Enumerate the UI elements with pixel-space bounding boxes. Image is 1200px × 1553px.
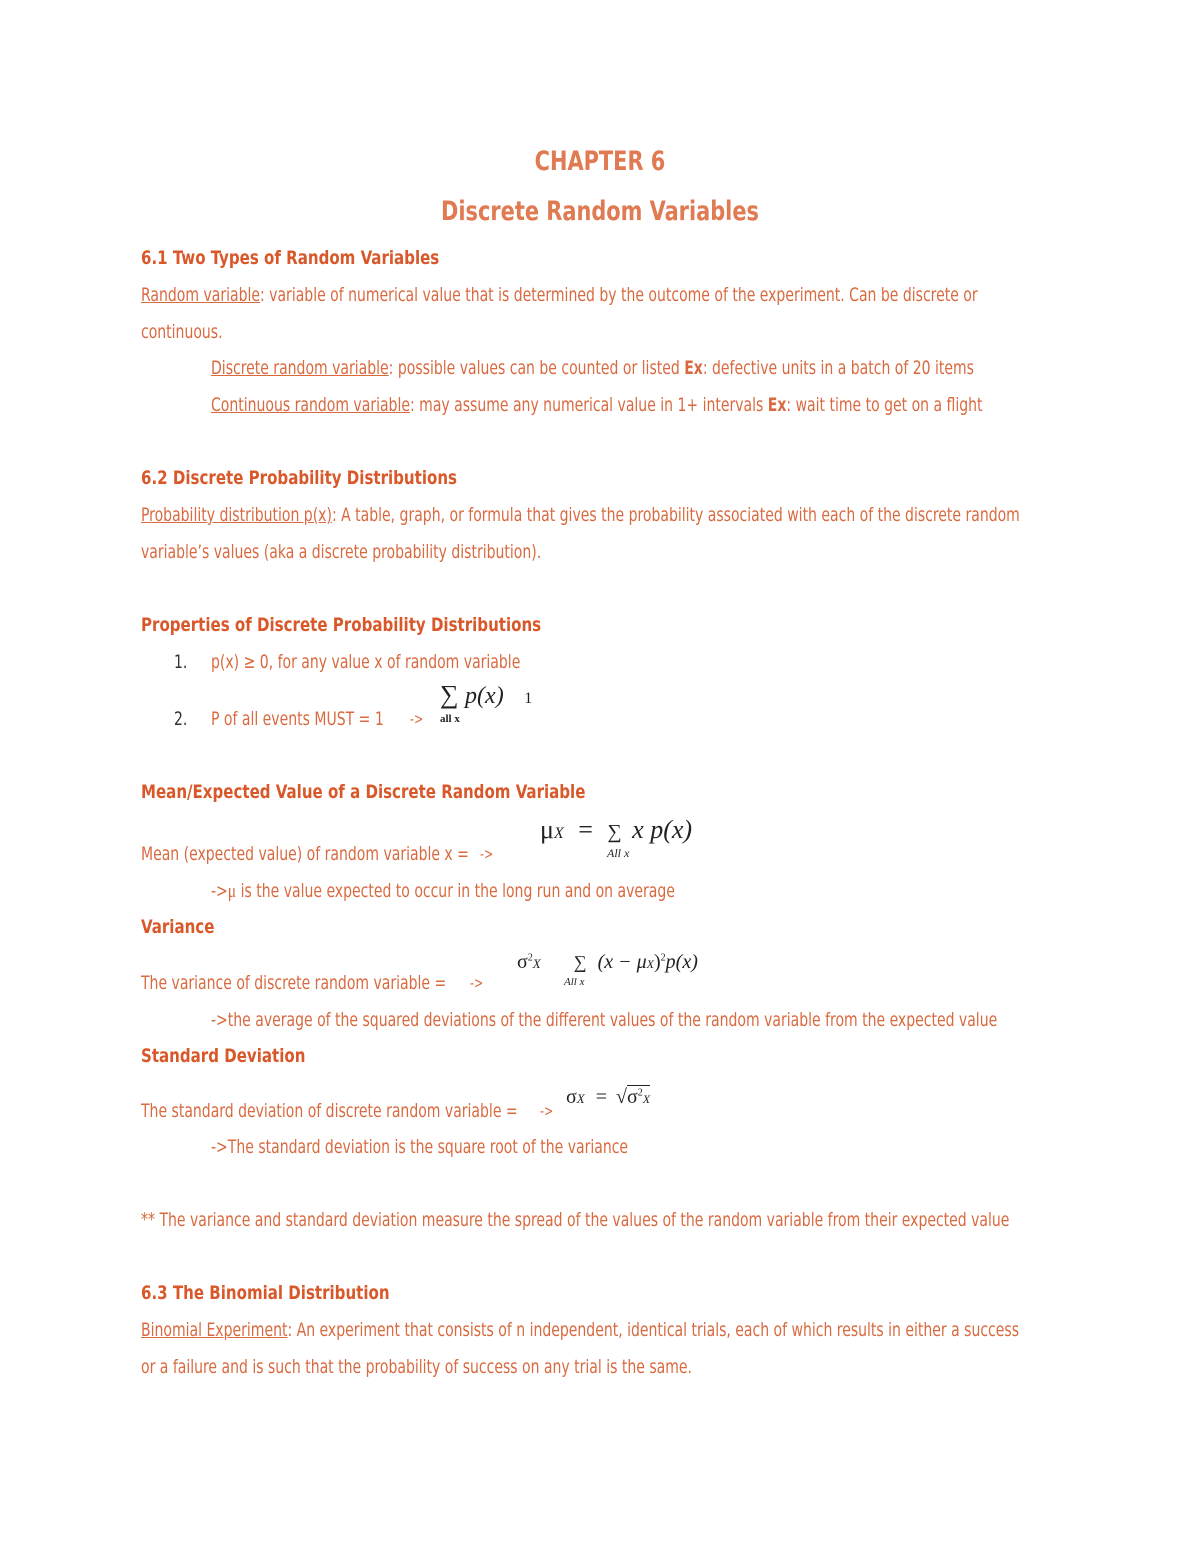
sum-equation [440,680,532,710]
properties-heading: Properties of Discrete Probability Distributions [141,614,542,636]
mean-heading: Mean/Expected Value of a Discrete Random Variable [141,781,586,803]
chapter-title: CHAPTER 6 [534,146,666,177]
list-number-1: 1. [174,651,188,673]
term-continuous-rv: Continuous random variable [211,394,410,416]
section-6-2-heading: 6.2 Discrete Probability Distributions [141,467,458,489]
continuous-rv-def-text: : may assume any numerical value in 1+ intervals [409,394,768,416]
variance-note: ->the average of the squared deviations of the different values of the random variable from the expected value [211,1009,998,1031]
mean-note [211,880,675,903]
probability-distribution-definition [141,504,1020,526]
mean-body: x p(x) [632,815,693,844]
continuous-example: : wait time to get on a flight [786,394,983,416]
list-number-2: 2. [174,708,188,730]
mean-text: Mean (expected value) of random variable x = [141,843,469,865]
term-binomial-experiment: Binomial Experiment [141,1319,288,1341]
discrete-rv-def-text: : possible values can be counted or listed [388,357,685,379]
sigma-symbol: ∑ [440,680,459,709]
random-variable-definition [141,284,978,306]
term-random-variable: Random variable [141,284,261,306]
px-term: p(x) [665,951,698,973]
example-label: Ex [767,394,787,416]
sum-subscript: all x [440,713,460,725]
section-6-3-heading: 6.3 The Binomial Distribution [141,1282,390,1304]
binomial-definition [141,1319,1019,1341]
binomial-def-text: : An experiment that consists of n independent, identical trials, each of which results in either a success [287,1319,1020,1341]
sigma-symbol: σ [627,1086,638,1108]
discrete-rv-definition [211,357,974,379]
continuous-rv-definition [211,394,983,416]
superscript: 2 [527,952,533,964]
variance-sum-subscript: All x [564,976,585,988]
mu-symbol: μ [227,881,237,902]
chapter-subtitle: Discrete Random Variables [441,196,759,227]
random-variable-definition-cont: continuous. [141,321,223,343]
sum-symbol: ∑ [573,952,587,972]
paren: ) [654,951,661,973]
subscript: X [532,956,541,971]
property-2: P of all events MUST = 1 [211,708,384,730]
arrow: -> [211,880,228,902]
discrete-example: : defective units in a batch of 20 items [702,357,974,379]
variance-heading: Variance [141,916,215,938]
mean-note-text: is the value expected to occur in the long run and on average [236,880,675,902]
sigma-symbol: σ [566,1086,577,1108]
arrow: -> [410,710,424,728]
equals-sign: = [595,1086,608,1108]
mean-sum-subscript: All x [607,846,630,860]
random-variable-def-text: : variable of numerical value that is determined by the outcome of the experiment. Can be discrete or [260,284,978,306]
stddev-note: ->The standard deviation is the square root of the variance [211,1136,629,1158]
example-label: Ex [684,357,703,379]
mu-symbol: μ [540,815,554,844]
superscript: 2 [660,952,666,964]
term-discrete-rv: Discrete random variable [211,357,389,379]
probability-distribution-definition-cont: variable’s values (aka a discrete probability distribution). [141,541,542,563]
arrow: -> [470,974,484,992]
probability-distribution-def-text: : A table, graph, or formula that gives the probability associated with each of the discrete random [331,504,1020,526]
mu-subscript: X [553,825,564,842]
mean-equation [540,815,692,845]
arrow: -> [540,1102,554,1120]
stddev-equation [566,1086,650,1109]
binomial-definition-cont: or a failure and is such that the probability of success on any trial is the same. [141,1356,692,1378]
variance-text: The variance of discrete random variable = [141,972,447,994]
property-1: p(x) ≥ 0, for any value x of random variable [211,651,521,673]
sigma-symbol: ∑ [607,821,622,843]
term-probability-distribution: Probability distribution p(x) [141,504,332,526]
section-6-1-heading: 6.1 Two Types of Random Variables [141,247,440,269]
superscript: 2 [637,1087,643,1099]
subscript: X [576,1091,585,1106]
footnote: ** The variance and standard deviation measure the spread of the values of the random variable from their expected value [141,1209,1010,1231]
variance-body: (x − μ [597,951,647,973]
px-term: p(x) [465,683,504,709]
sigma-symbol: σ [517,951,528,973]
variance-equation [517,951,698,974]
subscript: X [642,1092,651,1106]
arrow: -> [480,845,494,863]
subscript: X [646,957,654,971]
equation-value: 1 [524,690,533,707]
stddev-heading: Standard Deviation [141,1045,306,1067]
sqrt-symbol: √ [616,1086,627,1108]
stddev-text: The standard deviation of discrete random variable = [141,1100,518,1122]
equals-sign: = [578,815,593,844]
